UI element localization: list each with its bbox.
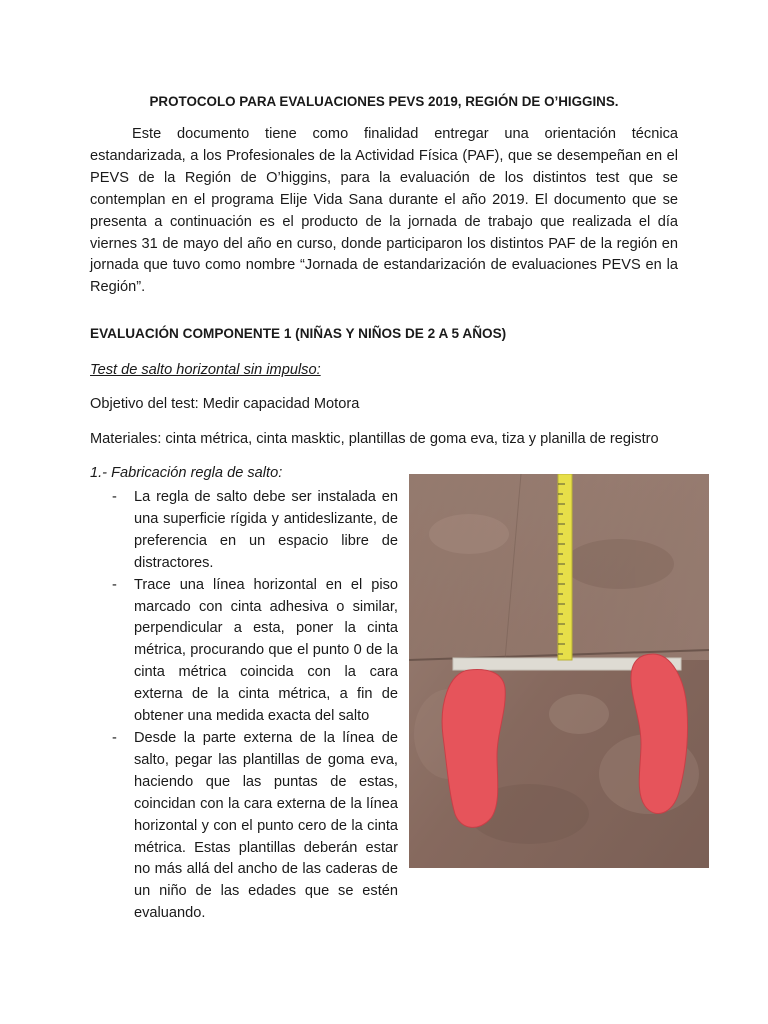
test-title: Test de salto horizontal sin impulso:: [90, 362, 321, 378]
list-item: [112, 487, 398, 575]
test-objective: Objetivo del test: Medir capacidad Motora: [90, 396, 360, 412]
bullet-dash: -: [112, 729, 117, 746]
section-heading: EVALUACIÓN COMPONENTE 1 (NIÑAS Y NIÑOS DE 2 A 5 AÑOS): [90, 326, 507, 341]
list-item-text: La regla de salto debe ser instalada en una superficie rígida y antideslizante, de preferencia en un espacio libre de distractores.: [134, 489, 398, 571]
instruction-list: [112, 487, 398, 925]
photo-jump-ruler: [409, 474, 709, 868]
test-materials: Materiales: cinta métrica, cinta masktic, plantillas de goma eva, tiza y planilla de registro: [90, 431, 659, 447]
list-item: [112, 728, 398, 925]
document-title: PROTOCOLO PARA EVALUACIONES PEVS 2019, REGIÓN DE O’HIGGINS.: [149, 94, 619, 109]
step-heading: 1.- Fabricación regla de salto:: [90, 465, 283, 481]
measuring-tape: [558, 474, 572, 660]
list-item-text: Desde la parte externa de la línea de salto, pegar las plantillas de goma eva, haciendo que las puntas de estas, coincidan con la cara externa de la línea horizontal y con el punto cero de la cinta métrica. Estas plantillas deberán estar no más allá del ancho de las caderas de un niño de las edades que se estén evaluando.: [134, 729, 398, 922]
photo-illustration: [409, 474, 709, 868]
bullet-dash: -: [112, 576, 117, 593]
list-item: [112, 575, 398, 728]
bullet-dash: -: [112, 489, 117, 505]
intro-paragraph: Este documento tiene como finalidad entregar una orientación técnica estandarizada, a los Profesionales de la Actividad Física (PAF), que se desempeñan en el PEVS de la Región de O’higgins, para la evaluación de los distintos test que se contemplan en el programa Elije Vida Sana durante el año 2019. El documento que se presenta a continuación es el producto de la jornada de trabajo que realizada el día viernes 31 de mayo del año en curso, donde participaron los distintos PAF de la región en jornada que tuvo como nombre “Jornada de estandarización de evaluaciones PEVS en la Región”.: [90, 126, 678, 296]
list-item-text: Trace una línea horizontal en el piso marcado con cinta adhesiva o similar, perpendicular a esta, poner la cinta métrica, procurando que el punto 0 de la cinta métrica coincida con la cara externa de la cinta métrica, a fin de obtener una medida exacta del salto: [134, 576, 398, 725]
